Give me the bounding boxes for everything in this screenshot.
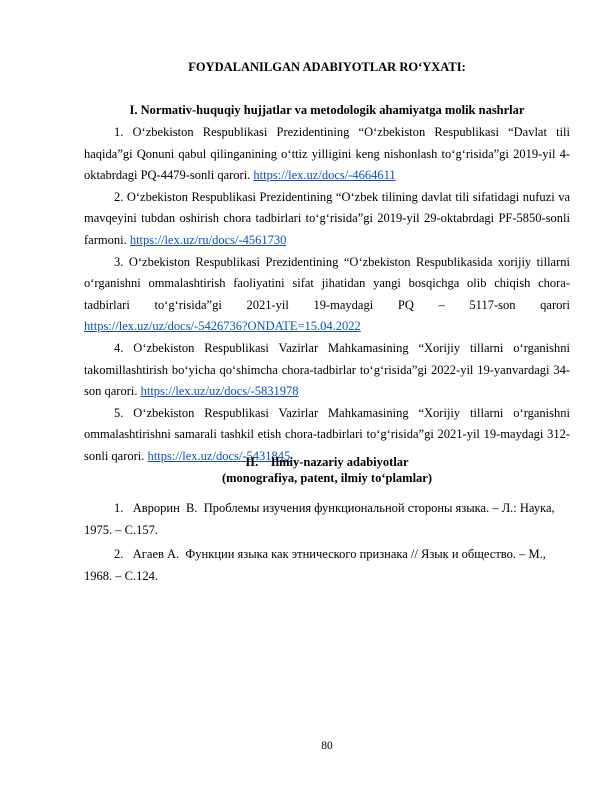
reference-text: 3. O‘zbekiston Respublikasi Prezidentining “O‘zbekiston Respublikasida xorijiy tillarni o‘rganishni ommalashtirish faoliyatini sifat jihatidan yangi bosqichga olib chiqish chora-tadbirlari to‘g‘risida”gi 2021-yil 19-maydagi PQ – 5117-son qarori <box>84 254 570 312</box>
reference-link[interactable]: https://lex.uz/docs/-4664611 <box>253 168 396 183</box>
page-number: 80 <box>321 740 333 752</box>
page-title: FOYDALANILGAN ADABIYOTLAR RO‘YXATI: <box>188 60 466 74</box>
reference-item-3 <box>84 252 570 338</box>
section-2-list <box>84 498 570 590</box>
reference-text: 5. O‘zbekiston Respublikasi Vazirlar Mahkamasining “Xorijiy tillarni o‘rganishni ommalashtirishni samarali tashkil etish chora-tadbirlari to‘g‘risida”gi 2021-yil 19-maydagi 312-sonli qarori. <box>84 405 570 463</box>
reference-text: 2. O‘zbekiston Respublikasi Prezidentining “O‘zbek tilining davlat tili sifatidagi nufuzi va mavqeyini tubdan oshirish chora tadbirlari to‘g‘risida”gi 2019-yil 29-oktabrdagi PF-5850-sonli farmoni. <box>84 189 570 247</box>
reference-item-4 <box>84 338 570 403</box>
section-1-list <box>84 122 570 468</box>
section-2-heading-line-1: II. Ilmiy-nazariy adabiyotlar <box>245 455 409 469</box>
section-1-heading: I. Normativ-huquqiy hujjatlar va metodologik ahamiyatga molik nashrlar <box>129 103 525 117</box>
reference-text: 4. O‘zbekiston Respublikasi Vazirlar Mahkamasining “Xorijiy tillarni o‘rganishni takomillashtirish bo‘yicha qo‘shimcha chora-tadbirlar to‘g‘risida”gi 2022-yil 19-yanvardagi 34-son qarori. <box>84 340 570 399</box>
section-2-heading <box>84 454 570 486</box>
reference-link[interactable]: https://lex.uz/uz/docs/-5831978 <box>140 384 299 399</box>
reference-link[interactable]: https://lex.uz/uz/docs/-5426736?ONDATE=15.04.2022 <box>84 319 361 334</box>
reference-link[interactable]: https://lex.uz/docs/-5431845 <box>147 448 291 463</box>
section-2-heading-line-2: (monografiya, patent, ilmiy to‘plamlar) <box>221 471 433 485</box>
literature-item-2: 2. Агаев А. Функции языка как этнического признака // Язык и общество. – М., 1968. – С.124. <box>84 547 549 583</box>
reference-item-2 <box>84 187 570 252</box>
reference-text: 1. O‘zbekiston Respublikasi Prezidentining “O‘zbekiston Respublikasi “Davlat tili haqida”gi Qonuni qabul qilinganining o‘ttiz yilligini keng nishonlash to‘g‘risida”gi 2019-yil 4-oktabrdagi PQ-4479-sonli qarori. <box>84 125 570 183</box>
reference-link[interactable]: https://lex.uz/ru/docs/-4561730 <box>129 232 287 247</box>
literature-item-1: 1. Аврорин В. Проблемы изучения функциональной стороны языка. – Л.: Наука, 1975. – С.157. <box>84 501 558 537</box>
reference-item-1 <box>84 122 570 187</box>
